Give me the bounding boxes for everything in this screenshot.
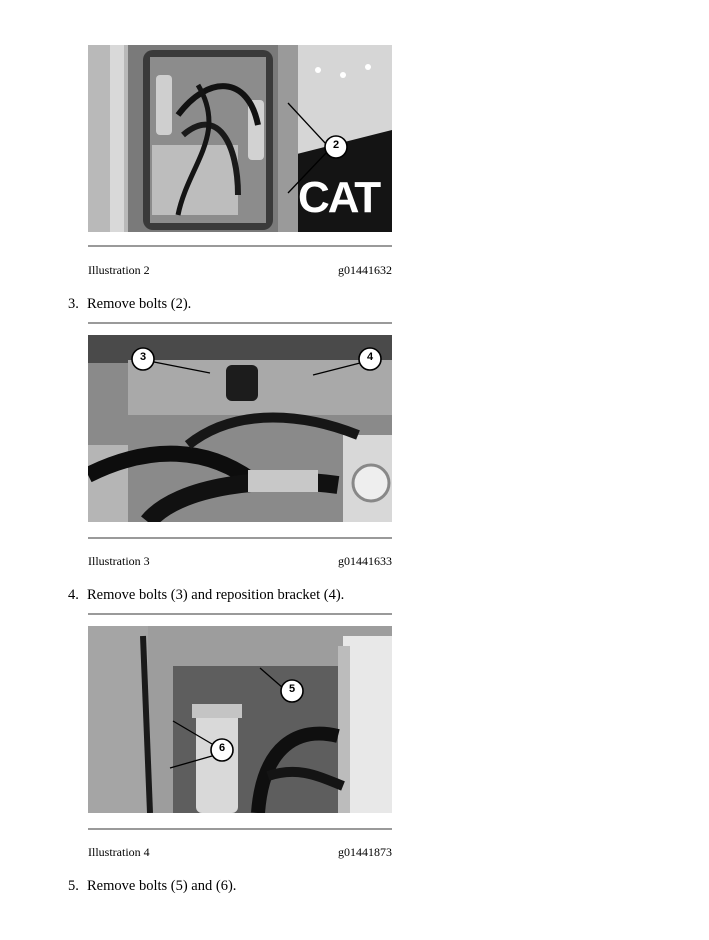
step-4-text: Remove bolts (3) and reposition bracket (4). (87, 587, 345, 603)
cat-logo: CAT (298, 173, 380, 222)
callout-6: 6 (218, 742, 226, 754)
illustration-2-photo (88, 45, 392, 232)
step-4-number: 4. (68, 587, 79, 603)
step-5-text: Remove bolts (5) and (6). (87, 878, 237, 894)
step-5 (68, 878, 236, 895)
illustration-4-photo (88, 626, 392, 813)
illustration-4-label: Illustration 4 (88, 845, 150, 859)
illustration-3-photo (88, 335, 392, 522)
illustration-4-code: g01441873 (338, 845, 392, 859)
illustration-2-code: g01441632 (338, 263, 392, 277)
step-3-rule (88, 322, 392, 324)
illustration-3-code: g01441633 (338, 554, 392, 568)
callout-5: 5 (288, 683, 296, 695)
callout-4: 4 (366, 351, 374, 363)
step-4 (68, 587, 344, 604)
illustration-2-rule (88, 245, 392, 247)
callout-3: 3 (139, 351, 147, 363)
illustration-3-rule (88, 537, 392, 539)
step-5-number: 5. (68, 878, 79, 894)
step-3-text: Remove bolts (2). (87, 296, 192, 312)
step-3-number: 3. (68, 296, 79, 312)
illustration-4-rule (88, 828, 392, 830)
illustration-2-label: Illustration 2 (88, 263, 150, 277)
callout-2: 2 (332, 139, 340, 151)
step-3 (68, 296, 191, 313)
step-4-rule (88, 613, 392, 615)
illustration-3-label: Illustration 3 (88, 554, 150, 568)
